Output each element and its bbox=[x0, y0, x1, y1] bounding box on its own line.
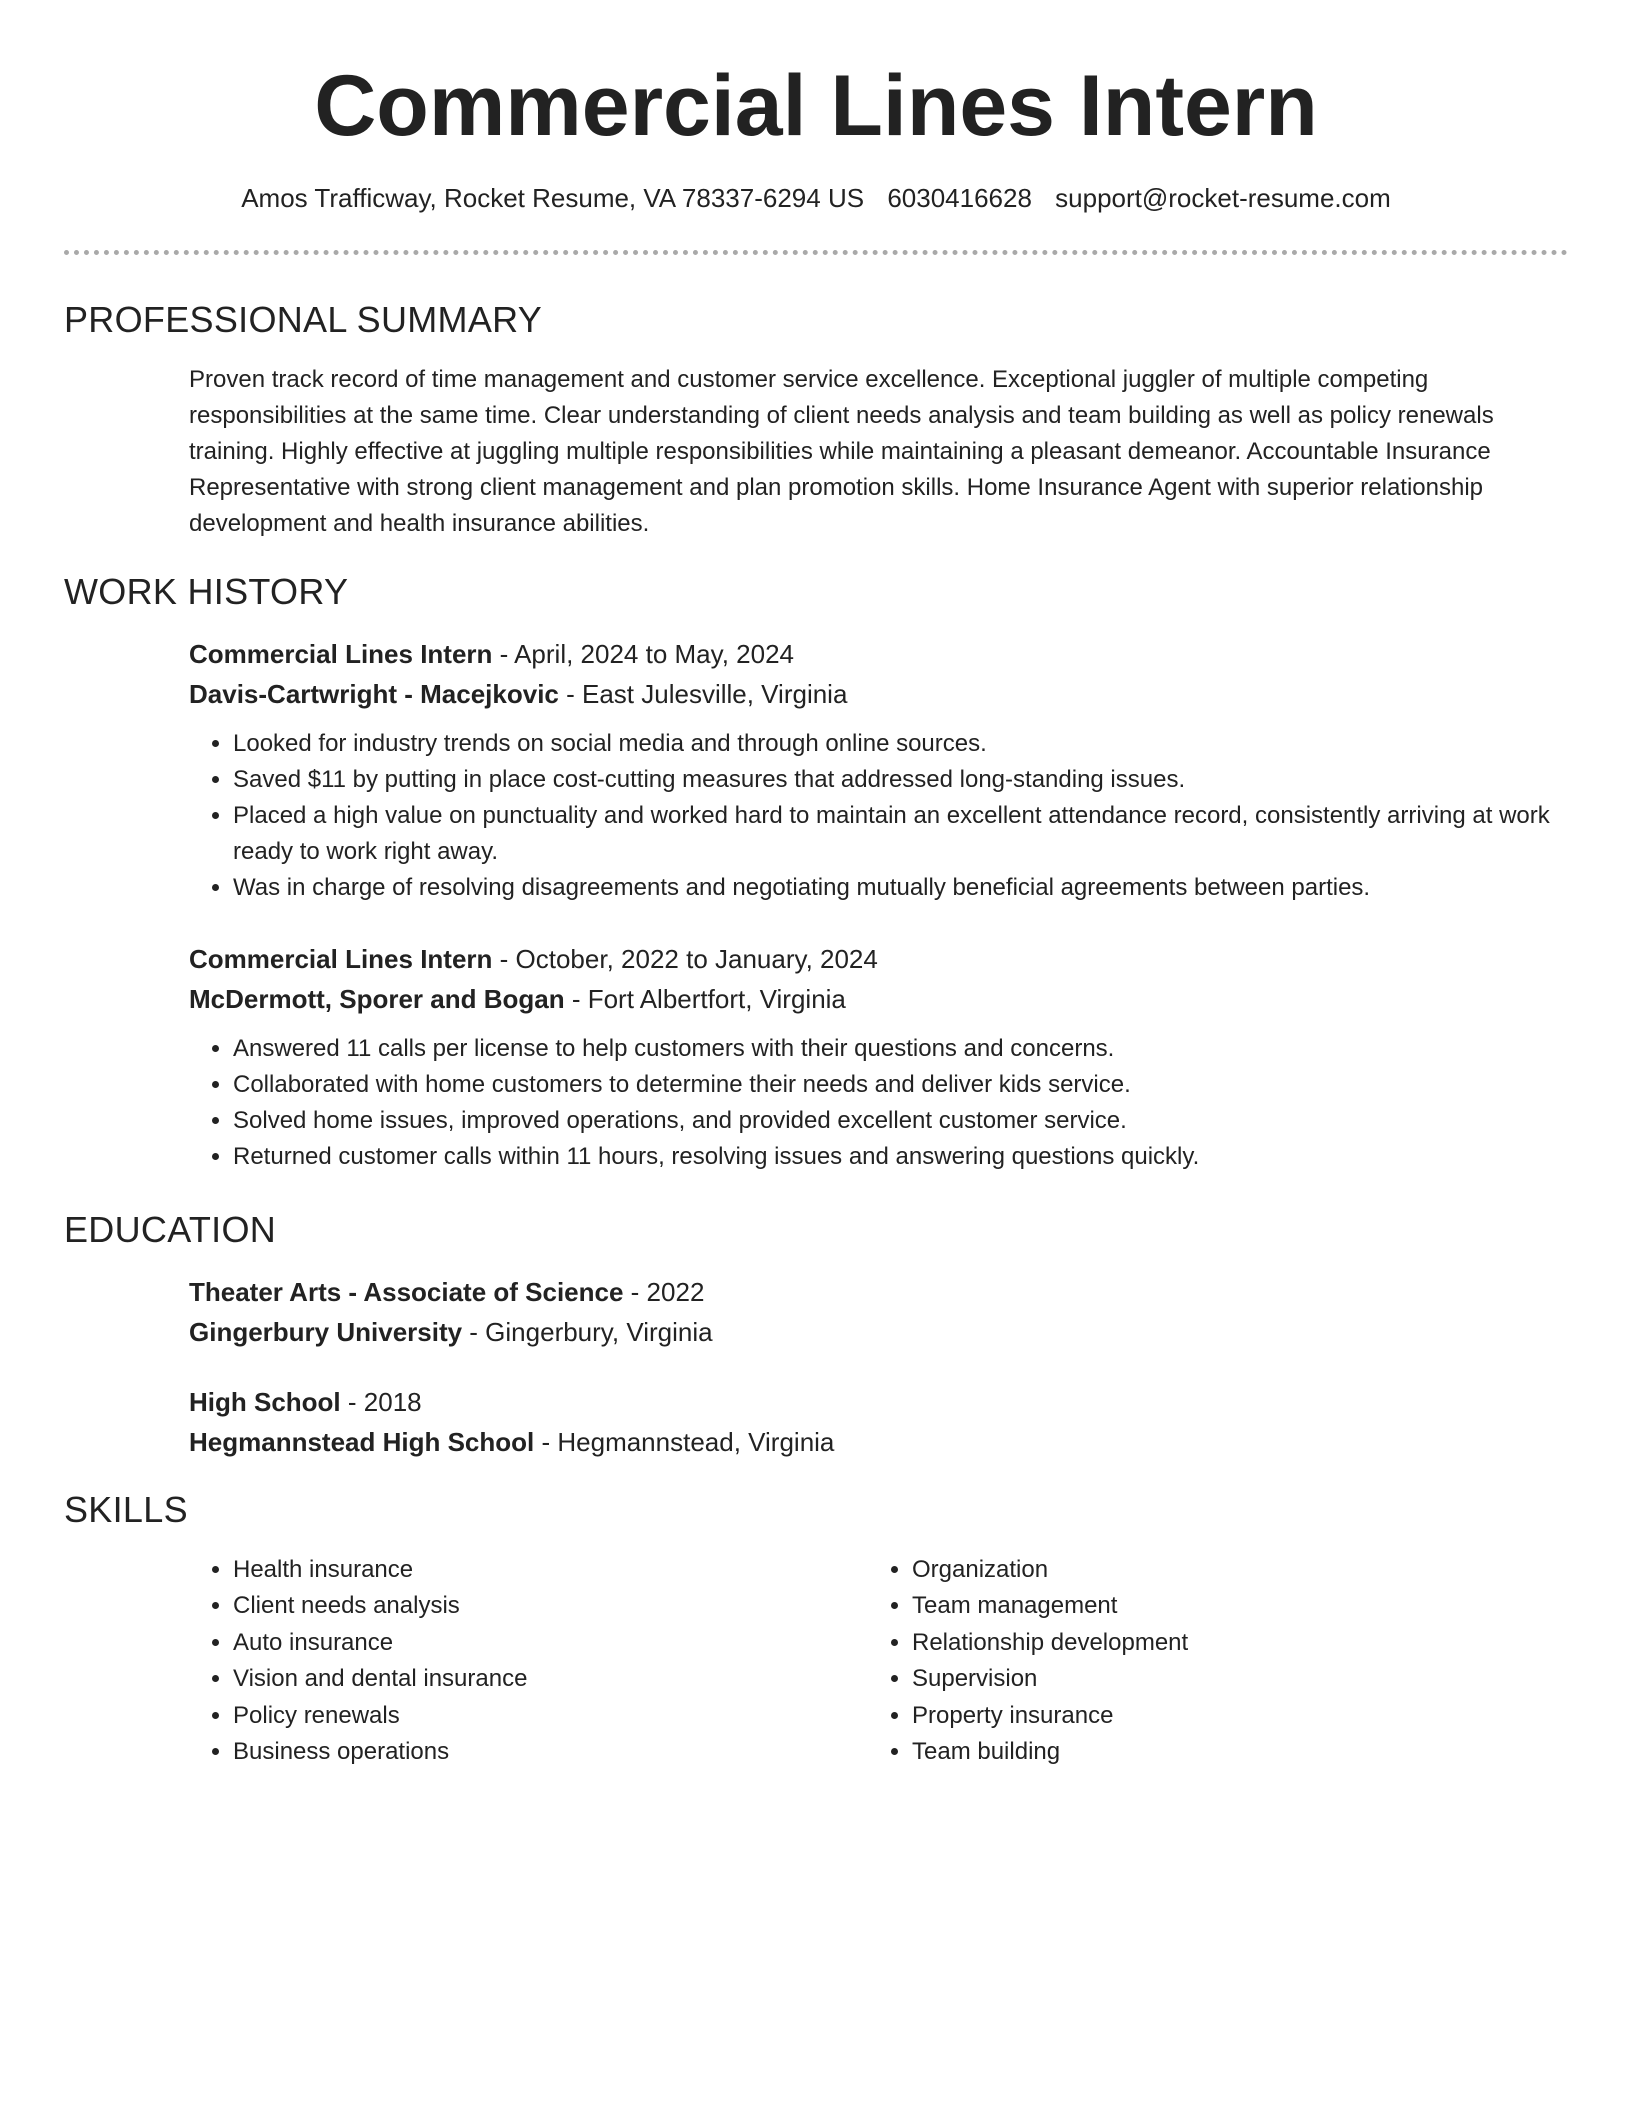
summary-section bbox=[189, 362, 1569, 542]
skill-item: • Vision and dental insurance bbox=[233, 1661, 789, 1697]
summary-text: Proven track record of time management and customer service excellence. Exceptional juggler of multiple competing responsibilities at the same time. Clear understanding of client needs analysis and team building as well as policy renewals training. Highly effective at juggling multiple responsibilities while maintaining a pleasant demeanor. Accountable Insurance Representative with strong client management and plan promotion skills. Home Insurance Agent with superior relationship development and health insurance abilities. bbox=[189, 366, 1494, 537]
education-degree-line bbox=[189, 1272, 1569, 1312]
job-company: Davis-Cartwright - Macejkovic bbox=[189, 679, 559, 709]
skill-item: • Property insurance bbox=[912, 1698, 1468, 1734]
header-divider bbox=[64, 250, 1568, 255]
job-bullets bbox=[189, 726, 1569, 906]
job-title-line bbox=[189, 634, 1569, 674]
job-bullet: • Placed a high value on punctuality and worked hard to maintain an excellent attendance record, consistently arriving at work ready to work right away. bbox=[233, 798, 1569, 870]
education-school: Hegmannstead High School bbox=[189, 1427, 535, 1457]
education-year: - 2022 bbox=[623, 1277, 705, 1307]
resume-name: Commercial Lines Intern bbox=[314, 58, 1318, 154]
summary-heading: PROFESSIONAL SUMMARY bbox=[64, 299, 543, 340]
job-company-line bbox=[189, 674, 1569, 714]
education-school-line bbox=[189, 1312, 1569, 1352]
job-bullet: • Answered 11 calls per license to help customers with their questions and concerns. bbox=[233, 1031, 1569, 1067]
skill-item: • Business operations bbox=[233, 1734, 789, 1770]
skill-item: • Policy renewals bbox=[233, 1698, 789, 1734]
skills-heading: SKILLS bbox=[64, 1489, 188, 1530]
skill-item: • Client needs analysis bbox=[233, 1588, 789, 1624]
job-bullet: • Saved $11 by putting in place cost-cutting measures that addressed long-standing issues. bbox=[233, 762, 1569, 798]
job-bullet: • Was in charge of resolving disagreements and negotiating mutually beneficial agreements between parties. bbox=[233, 870, 1569, 906]
skill-item: • Auto insurance bbox=[233, 1625, 789, 1661]
contact-line bbox=[0, 180, 1632, 216]
job-bullet: • Looked for industry trends on social media and through online sources. bbox=[233, 726, 1569, 762]
contact-phone: 6030416628 bbox=[887, 183, 1032, 213]
skill-item: • Team management bbox=[912, 1588, 1468, 1624]
skill-item: • Health insurance bbox=[233, 1552, 789, 1588]
job-dates: - April, 2024 to May, 2024 bbox=[492, 639, 794, 669]
skill-item: • Organization bbox=[912, 1552, 1468, 1588]
skills-list bbox=[868, 1552, 1468, 1770]
job-company-line bbox=[189, 979, 1569, 1019]
job-location: - Fort Albertfort, Virginia bbox=[564, 984, 846, 1014]
job-role: Commercial Lines Intern bbox=[189, 639, 493, 669]
education-year: - 2018 bbox=[340, 1387, 422, 1417]
education-degree: Theater Arts - Associate of Science bbox=[189, 1277, 624, 1307]
education-heading: EDUCATION bbox=[64, 1209, 277, 1250]
job-title-line bbox=[189, 939, 1569, 979]
job-bullet: • Returned customer calls within 11 hours, resolving issues and answering questions quickly. bbox=[233, 1139, 1569, 1175]
education-degree: High School bbox=[189, 1387, 341, 1417]
education-school-line bbox=[189, 1422, 1569, 1462]
skill-item: • Relationship development bbox=[912, 1625, 1468, 1661]
job-entry bbox=[189, 634, 1569, 906]
job-role: Commercial Lines Intern bbox=[189, 944, 493, 974]
contact-email: support@rocket-resume.com bbox=[1055, 183, 1391, 213]
job-dates: - October, 2022 to January, 2024 bbox=[492, 944, 878, 974]
skill-item: • Supervision bbox=[912, 1661, 1468, 1697]
skills-column-left bbox=[189, 1552, 789, 1770]
skill-item: • Team building bbox=[912, 1734, 1468, 1770]
job-bullet: • Collaborated with home customers to determine their needs and deliver kids service. bbox=[233, 1067, 1569, 1103]
job-bullets bbox=[189, 1031, 1569, 1175]
education-entry bbox=[189, 1272, 1569, 1352]
education-degree-line bbox=[189, 1382, 1569, 1422]
skills-column-right bbox=[868, 1552, 1468, 1770]
education-school: Gingerbury University bbox=[189, 1317, 463, 1347]
job-location: - East Julesville, Virginia bbox=[558, 679, 848, 709]
job-entry bbox=[189, 939, 1569, 1175]
job-bullet: • Solved home issues, improved operations, and provided excellent customer service. bbox=[233, 1103, 1569, 1139]
contact-address: Amos Trafficway, Rocket Resume, VA 78337-6294 US bbox=[241, 183, 865, 213]
skills-list bbox=[189, 1552, 789, 1770]
job-company: McDermott, Sporer and Bogan bbox=[189, 984, 565, 1014]
work-history-heading: WORK HISTORY bbox=[64, 571, 349, 612]
education-location: - Gingerbury, Virginia bbox=[462, 1317, 713, 1347]
education-entry bbox=[189, 1382, 1569, 1462]
education-location: - Hegmannstead, Virginia bbox=[534, 1427, 835, 1457]
